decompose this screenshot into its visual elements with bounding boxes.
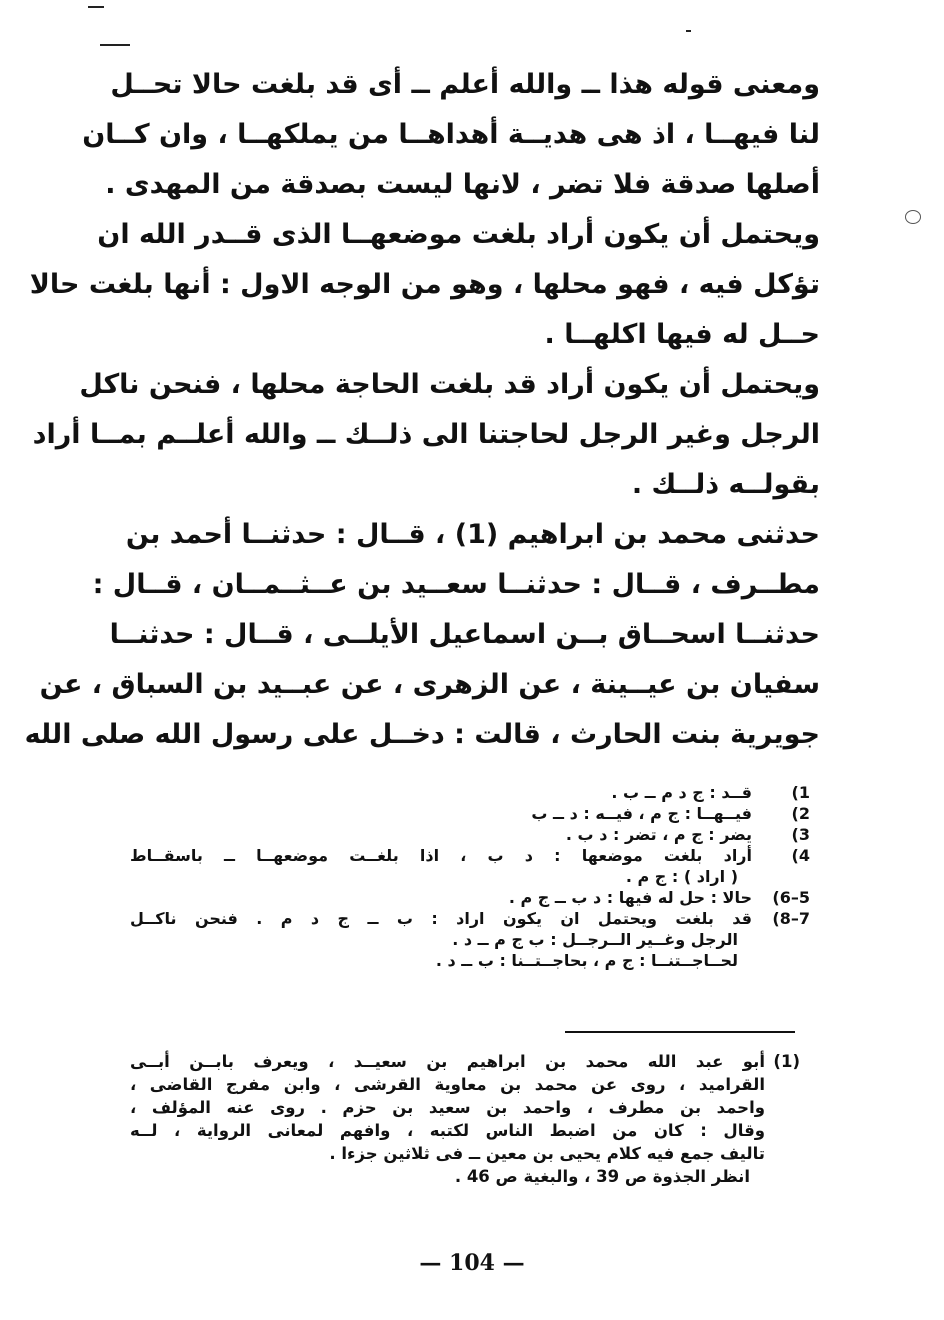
footnote-number: (1) xyxy=(773,1052,800,1071)
variant-text: يضر : ج م ، تضر : د ب . xyxy=(565,825,752,844)
variant-number: (2 xyxy=(791,804,810,823)
footnote-line xyxy=(130,1073,810,1096)
variant-text: أراد بلغت موضعها : د ب ، اذا بلغــت موضعهــا ــ باسقــاط xyxy=(130,846,752,865)
footnote-line xyxy=(130,1119,810,1142)
text-line: أصلها صدقة فلا تضر ، لانها ليست بصدقة من المهدى . xyxy=(105,169,820,200)
variant-note xyxy=(130,950,810,971)
variant-note xyxy=(130,824,810,845)
variant-number: (4 xyxy=(791,846,810,865)
text-line: ومعنى قوله هذا ــ والله أعلم ــ أى قد بلغت حالا تحــل xyxy=(110,69,820,100)
footnote-line xyxy=(130,1165,810,1188)
footnote-text: تاليف جمع فيه كلام يحيى بن معين ــ فى ثلاثين جزءا . xyxy=(329,1144,765,1163)
footnote-line xyxy=(130,1142,810,1165)
variant-note xyxy=(130,929,810,950)
text-line: حدثنــا اسحــاق بــن اسماعيل الأيلــى ، قــال : حدثنــا xyxy=(109,619,820,650)
variant-note xyxy=(130,845,810,866)
variant-text: ( اراد ) : ج م . xyxy=(625,867,738,886)
variant-note xyxy=(130,887,810,908)
footnote-text: القراميد ، روى عن محمد بن معاوية القرشى ، وابن مفرج القاضى ، xyxy=(130,1075,765,1094)
variant-note xyxy=(130,866,810,887)
scan-mark xyxy=(905,210,921,224)
text-line: ويحتمل أن يكون أراد قد بلغت الحاجة محلها ، فنحن ناكل xyxy=(79,369,820,400)
variant-text: فيــهــا : ج م ، فيــه : د ــ ب xyxy=(531,804,752,823)
text-line: حــل له فيها اكلهــا . xyxy=(544,319,820,350)
scan-mark xyxy=(88,6,104,8)
footnote-line xyxy=(130,1050,810,1073)
variant-number: (1 xyxy=(791,783,810,802)
text-line: حدثنى محمد بن ابراهيم (1) ، قــال : حدثنــا أحمد بن xyxy=(125,519,820,550)
scan-mark xyxy=(686,30,691,32)
variant-text: لحــاجــتنــا : ج م ، بحاجــتــنا : ب ــ د . xyxy=(435,951,738,970)
variant-number: (8–7 xyxy=(772,909,810,928)
variant-note xyxy=(130,908,810,929)
main-text xyxy=(24,60,820,760)
text-line: سفيان بن عيــينة ، عن الزهرى ، عن عبــيد بن السباق ، عن xyxy=(39,669,820,700)
variant-text: قــد : ج د م ــ ب . xyxy=(611,783,752,802)
variant-note xyxy=(130,782,810,803)
text-line: بقولــه ذلــك . xyxy=(631,469,820,500)
variant-notes xyxy=(130,782,810,971)
footnote-text: واحمد بن مطرف ، واحمد بن سعيد بن حزم . روى عنه المؤلف ، xyxy=(130,1098,765,1117)
text-line: تؤكل فيه ، فهو محلها ، وهو من الوجه الاول : أنها بلغت حالا xyxy=(29,269,820,300)
variant-text: الرجل وغــير الــرجــل : ب ج م ــ د . xyxy=(452,930,738,949)
variant-number: (6–5 xyxy=(772,888,810,907)
footnote-line xyxy=(130,1096,810,1119)
variant-text: حالا : حل له فيها : د ب ــ ج م . xyxy=(508,888,752,907)
footnote xyxy=(130,1050,810,1188)
scan-mark xyxy=(100,44,130,46)
text-line: جويرية بنت الحارث ، قالت : دخــل على رسول الله صلى الله xyxy=(24,719,820,750)
text-line: مطــرف ، قــال : حدثنــا سعــيد بن عــثــمــان ، قــال : xyxy=(92,569,820,600)
text-line: ويحتمل أن يكون أراد بلغت موضعهــا الذى قــدر الله ان xyxy=(97,219,820,250)
text-line: الرجل وغير الرجل لحاجتنا الى ذلــك ــ والله أعلــم بمــا أراد xyxy=(32,419,820,450)
variant-number: (3 xyxy=(791,825,810,844)
variant-note xyxy=(130,803,810,824)
footnote-text: انظر الجذوة ص 39 ، والبغية ص 46 . xyxy=(454,1167,750,1186)
footnote-text: أبو عبد الله محمد بن ابراهيم بن سعيــد ، ويعرف بابــن أبــى xyxy=(130,1052,765,1071)
variant-text: قد بلغت ويحتمل ان يكون اراد : ب ــ ج د م . فنحن ناكــل xyxy=(130,909,752,928)
footnote-text: وقال : كان من اضبط الناس لكتبه ، وافهم لمعانى الرواية ، لــه xyxy=(130,1121,765,1140)
page-number: — 104 — xyxy=(419,1250,525,1276)
footnote-separator xyxy=(565,1031,795,1033)
text-line: لنا فيهــا ، اذ هى هديــة أهداهــا من يملكهــا ، وان كــان xyxy=(82,119,820,150)
